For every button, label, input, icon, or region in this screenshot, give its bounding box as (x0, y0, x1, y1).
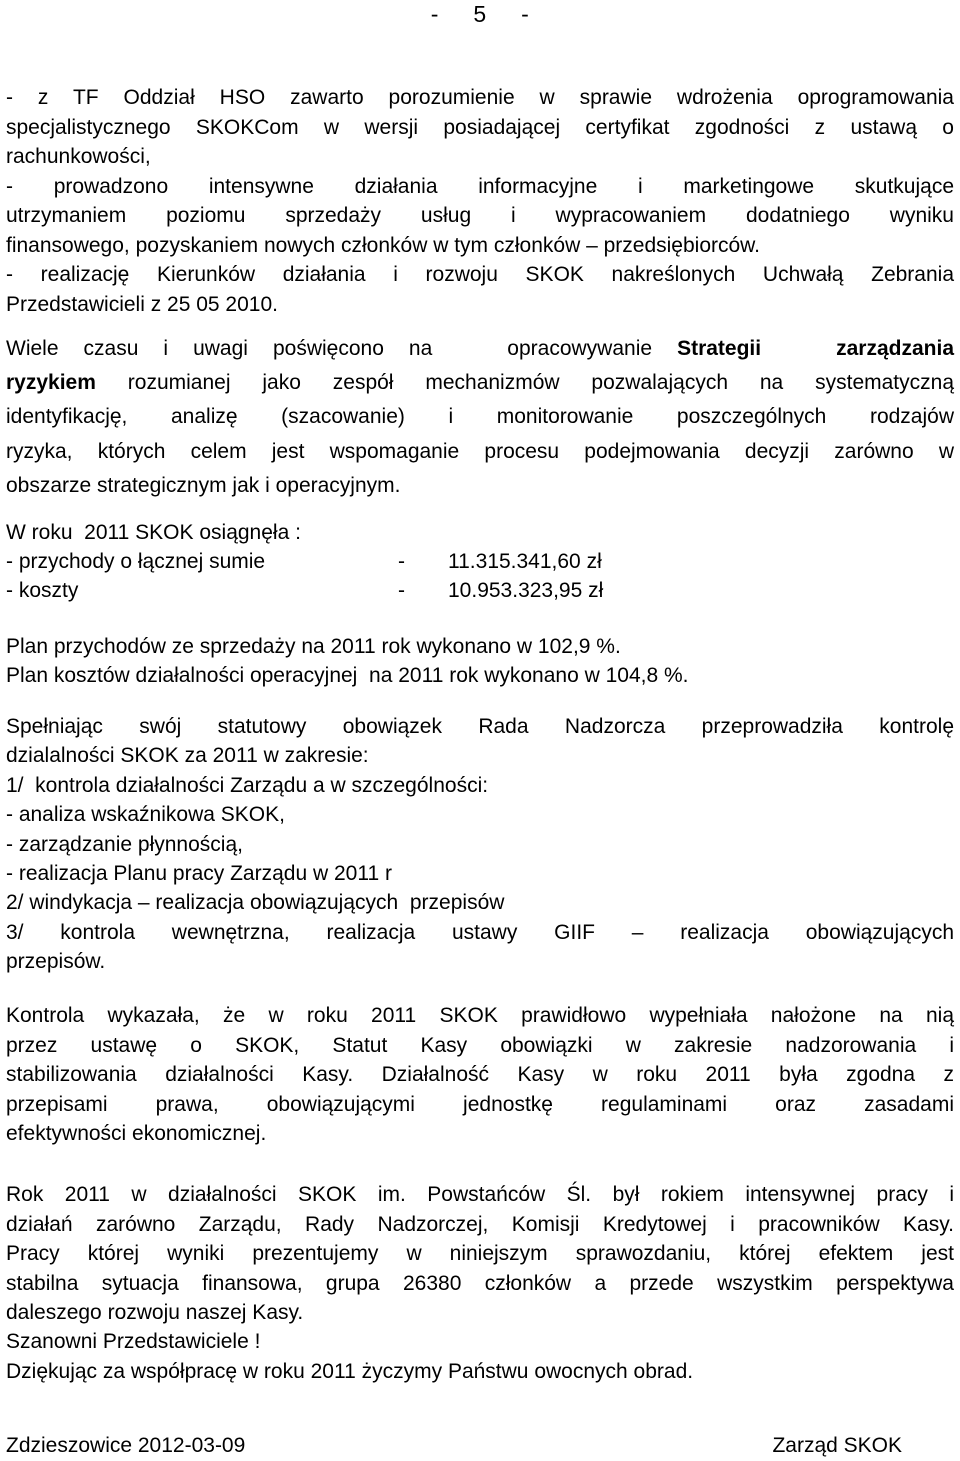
amount-dash: - (398, 578, 405, 602)
footer-signature: Zarząd SKOK (772, 1434, 902, 1457)
intro-line: - realizację Kierunków działania i rozwoju SKOK nakreślonych Uchwałą Zebrania (6, 263, 954, 286)
footer-date: Zdzieszowice 2012-03-09 (6, 1434, 246, 1457)
board-line: - zarządzanie płynnością, (6, 832, 243, 856)
plans-paragraph (6, 632, 954, 691)
intro-line: specjalistycznego SKOKCom w wersji posiadającej certyfikat zgodności z ustawą o (6, 115, 954, 139)
intro-line: - prowadzono intensywne działania informacyjne i marketingowe skutkujące (6, 174, 954, 198)
thanks-line: Dziękując za współpracę w roku 2011 życzymy Państwu owocnych obrad. (6, 1359, 694, 1383)
intro-line: utrzymaniem poziomu sprzedaży usług i wypracowaniem dodatniego wyniku (6, 204, 954, 227)
control-line: przepisami prawa, obowiązującymi jednostkę regulaminami oraz zasadami (6, 1092, 954, 1116)
strategy-line: obszarze strategicznym jak i operacyjnym. (6, 473, 401, 497)
amount-value: 10.953.323,95 zł (448, 578, 604, 602)
amount-dash: - (398, 549, 405, 573)
costs-row (6, 576, 954, 605)
board-line: 3/ kontrola wewnętrzna, realizacja ustawy GIIF – realizacja obowiązujących (6, 920, 954, 944)
board-line: dzialalności SKOK za 2011 w zakresie: (6, 744, 369, 768)
strategy-line: identyfikację, analizę (szacowanie) i monitorowanie poszczególnych rodzajów (6, 405, 954, 429)
control-line: Kontrola wykazała, że w roku 2011 SKOK prawidłowo wypełniała nałożone na nią (6, 1004, 954, 1028)
board-line: - analiza wskaźnikowa SKOK, (6, 803, 285, 827)
year-summary (6, 518, 954, 605)
intro-paragraph (6, 83, 954, 319)
board-line: 2/ windykacja – realizacja obowiązujących przepisów (6, 891, 505, 915)
board-line: - realizacja Planu pracy Zarządu w 2011 r (6, 861, 392, 885)
control-line: stabilizowania działalności Kasy. Działalność Kasy w roku 2011 była zgodna z (6, 1063, 954, 1087)
board-line: 1/ kontrola działalności Zarządu a w szczególności: (6, 773, 489, 797)
plan-costs-line: Plan kosztów działalności operacyjnej na 2011 rok wykonano w 104,8 %. (6, 664, 689, 688)
amount-label: - przychody o łącznej sumie (6, 549, 266, 573)
strategy-line (6, 366, 954, 400)
revenue-row (6, 547, 954, 576)
page-number: - 5 - (430, 1, 530, 27)
strategy-line: ryzyka, których celem jest wspomaganie procesu podejmowania decyzji zarówno w (6, 439, 954, 463)
closing-paragraph (6, 1180, 954, 1386)
strategy-bold-text: ryzykiem (6, 371, 96, 395)
supervisory-board-paragraph (6, 712, 954, 977)
strategy-text: Wiele czasu i uwagi poświęcono na opracowywanie (6, 337, 678, 360)
strategy-line (6, 332, 954, 366)
closing-line: Pracy której wyniki prezentujemy w niniejszym sprawozdaniu, której efektem jest (6, 1242, 954, 1266)
strategy-paragraph (6, 332, 954, 503)
control-line: efektywności ekonomicznej. (6, 1122, 267, 1146)
greeting-line: Szanowni Przedstawiciele ! (6, 1330, 261, 1354)
intro-line: - z TF Oddział HSO zawarto porozumienie w sprawie wdrożenia oprogramowania (6, 86, 954, 109)
document-body (6, 83, 954, 1386)
control-result-paragraph (6, 1001, 954, 1148)
closing-line: stabilna sytuacja finansowa, grupa 26380 członków a przede wszystkim perspektywa (6, 1271, 954, 1295)
footer (6, 1431, 902, 1461)
closing-line: daleszego rozwoju naszej Kasy. (6, 1300, 304, 1324)
board-line: Spełniając swój statutowy obowiązek Rada Nadzorcza przeprowadziła kontrolę (6, 714, 954, 738)
year-summary-heading: W roku 2011 SKOK osiągnęła : (6, 520, 301, 544)
intro-line: finansowego, pozyskaniem nowych członków w tym członków – przedsiębiorców. (6, 233, 761, 257)
plan-revenue-line: Plan przychodów ze sprzedaży na 2011 rok wykonano w 102,9 %. (6, 634, 621, 658)
strategy-bold-text: Strategii zarządzania (677, 337, 955, 360)
intro-line: Przedstawicieli z 25 05 2010. (6, 292, 278, 316)
intro-line: rachunkowości, (6, 145, 151, 168)
control-line: przez ustawę o SKOK, Statut Kasy obowiązki w zakresie nadzorowania i (6, 1033, 954, 1057)
closing-line: Rok 2011 w działalności SKOK im. Powstańców Śl. był rokiem intensywnej pracy i (6, 1183, 954, 1207)
board-line: przepisów. (6, 950, 106, 974)
amount-label: - koszty (6, 578, 79, 602)
closing-line: działań zarówno Zarządu, Rady Nadzorczej, Komisji Kredytowej i pracowników Kasy. (6, 1212, 954, 1236)
strategy-text: rozumianej jako zespół mechanizmów pozwalających na systematyczną (95, 371, 954, 395)
amount-value: 11.315.341,60 zł (448, 549, 602, 573)
